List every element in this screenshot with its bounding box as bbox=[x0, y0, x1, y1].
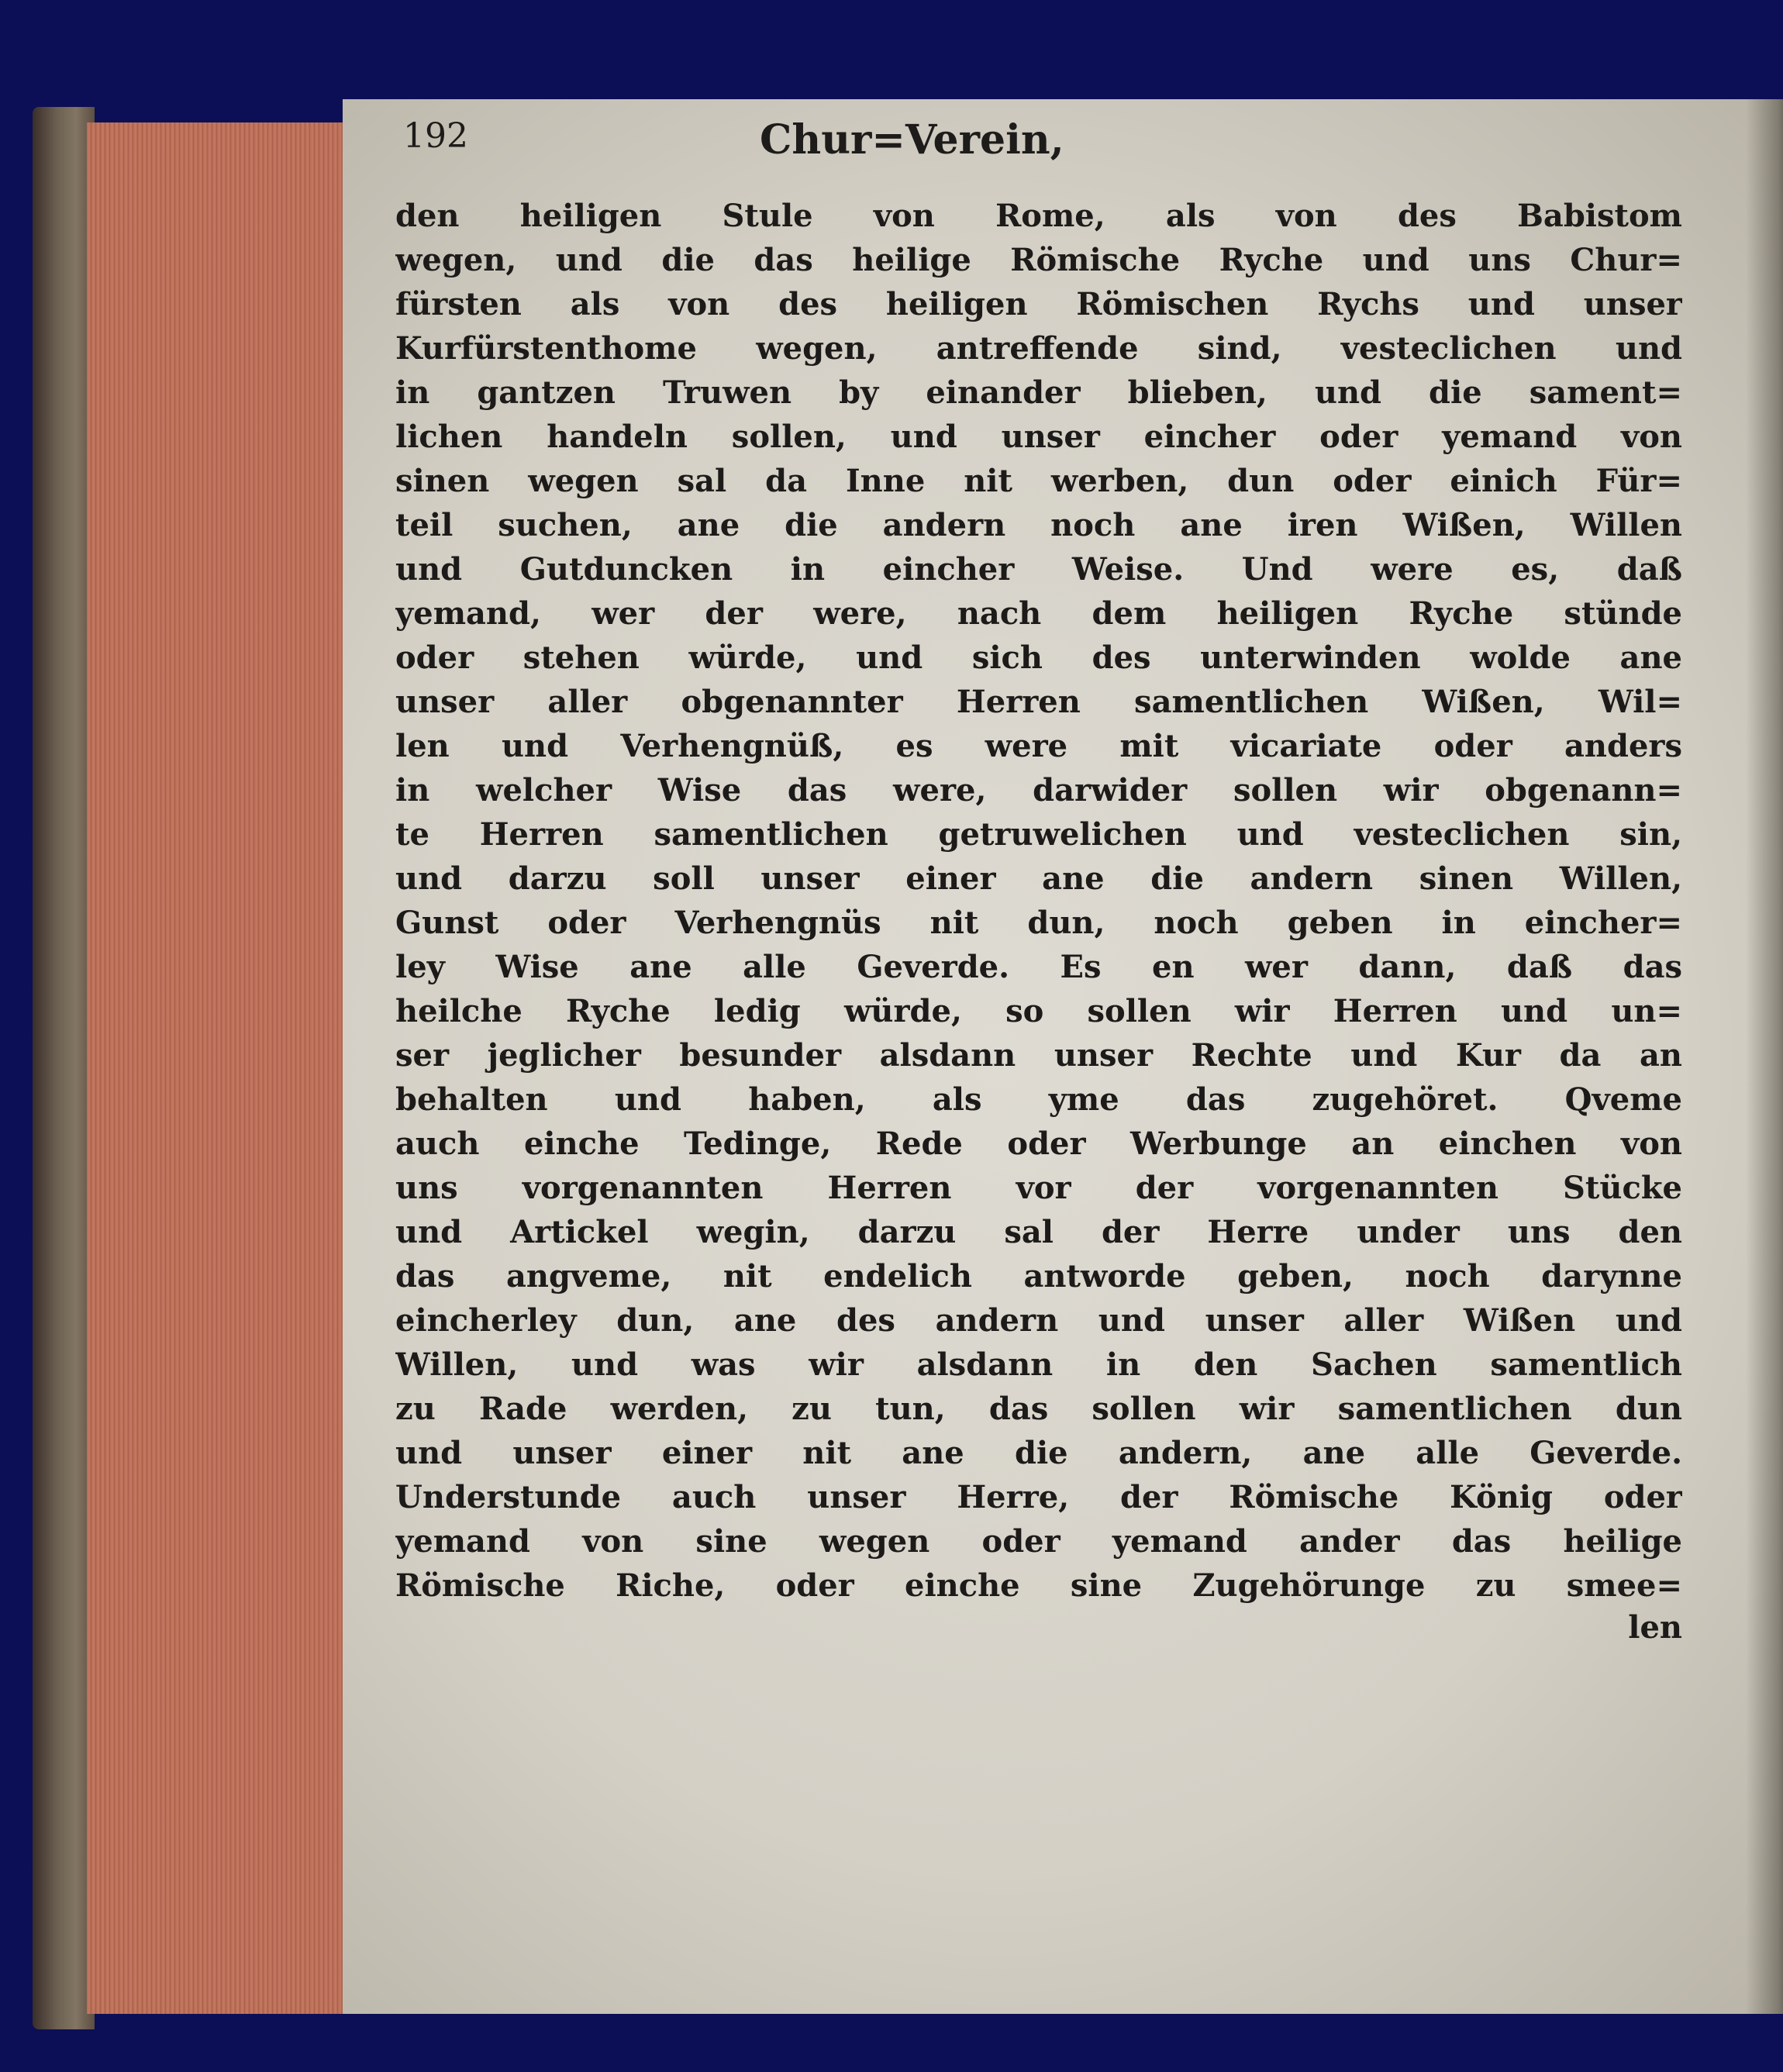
text-line: Understunde auch unser Herre, der Römische König oder bbox=[395, 1479, 1682, 1515]
page-gutter-shadow bbox=[1746, 99, 1783, 2014]
text-line: Kurfürstenthome wegen, antreffende sind, vesteclichen und bbox=[395, 330, 1682, 367]
text-line: unser aller obgenannter Herren samentlichen Wißen, Wil= bbox=[395, 684, 1682, 720]
page-edges bbox=[87, 122, 346, 2014]
page-header bbox=[403, 116, 1643, 194]
text-line: und unser einer nit ane die andern, ane alle Geverde. bbox=[395, 1435, 1682, 1471]
text-line: und Gutduncken in eincher Weise. Und were es, daß bbox=[395, 551, 1682, 588]
text-block bbox=[395, 194, 1682, 1608]
text-line: yemand von sine wegen oder yemand ander das heilige bbox=[395, 1523, 1682, 1560]
text-line: behalten und haben, als yme das zugehöret. Qveme bbox=[395, 1081, 1682, 1118]
text-line: den heiligen Stule von Rome, als von des Babistom bbox=[395, 198, 1682, 234]
text-line: Römische Riche, oder einche sine Zugehörunge zu smee= bbox=[395, 1567, 1682, 1604]
text-line: oder stehen würde, und sich des unterwinden wolde ane bbox=[395, 640, 1682, 676]
text-line: heilche Ryche ledig würde, so sollen wir Herren und un= bbox=[395, 993, 1682, 1029]
text-line: Willen, und was wir alsdann in den Sachen samentlich bbox=[395, 1346, 1682, 1383]
text-line: teil suchen, ane die andern noch ane iren Wißen, Willen bbox=[395, 507, 1682, 543]
text-line: ser jeglicher besunder alsdann unser Rechte und Kur da an bbox=[395, 1037, 1682, 1074]
text-line: fürsten als von des heiligen Römischen Rychs und unser bbox=[395, 286, 1682, 322]
text-line: len und Verhengnüß, es were mit vicariate oder anders bbox=[395, 728, 1682, 764]
text-line: zu Rade werden, zu tun, das sollen wir samentlichen dun bbox=[395, 1391, 1682, 1427]
text-line: uns vorgenannten Herren vor der vorgenannten Stücke bbox=[395, 1170, 1682, 1206]
text-line: lichen handeln sollen, und unser eincher oder yemand von bbox=[395, 419, 1682, 455]
text-line: das angveme, nit endelich antworde geben, noch darynne bbox=[395, 1258, 1682, 1295]
catchword: len bbox=[1628, 1609, 1682, 1646]
text-line: wegen, und die das heilige Römische Ryche und uns Chur= bbox=[395, 242, 1682, 278]
text-line: Gunst oder Verhengnüs nit dun, noch geben in eincher= bbox=[395, 905, 1682, 941]
text-line: in welcher Wise das were, darwider sollen wir obgenann= bbox=[395, 772, 1682, 808]
text-line: auch einche Tedinge, Rede oder Werbunge an einchen von bbox=[395, 1126, 1682, 1162]
text-line: yemand, wer der were, nach dem heiligen Ryche stünde bbox=[395, 595, 1682, 632]
text-line: te Herren samentlichen getruwelichen und vesteclichen sin, bbox=[395, 816, 1682, 853]
text-line: eincherley dun, ane des andern und unser aller Wißen und bbox=[395, 1302, 1682, 1339]
text-line: und Artickel wegin, darzu sal der Herre under uns den bbox=[395, 1214, 1682, 1250]
page-number: 192 bbox=[403, 116, 468, 156]
book-spine bbox=[33, 107, 95, 2029]
running-head: Chur=Verein, bbox=[760, 116, 1064, 164]
text-line: ley Wise ane alle Geverde. Es en wer dann, daß das bbox=[395, 949, 1682, 985]
text-line: in gantzen Truwen by einander blieben, und die sament= bbox=[395, 374, 1682, 411]
text-line: sinen wegen sal da Inne nit werben, dun oder einich Für= bbox=[395, 463, 1682, 499]
text-line: und darzu soll unser einer ane die andern sinen Willen, bbox=[395, 860, 1682, 897]
